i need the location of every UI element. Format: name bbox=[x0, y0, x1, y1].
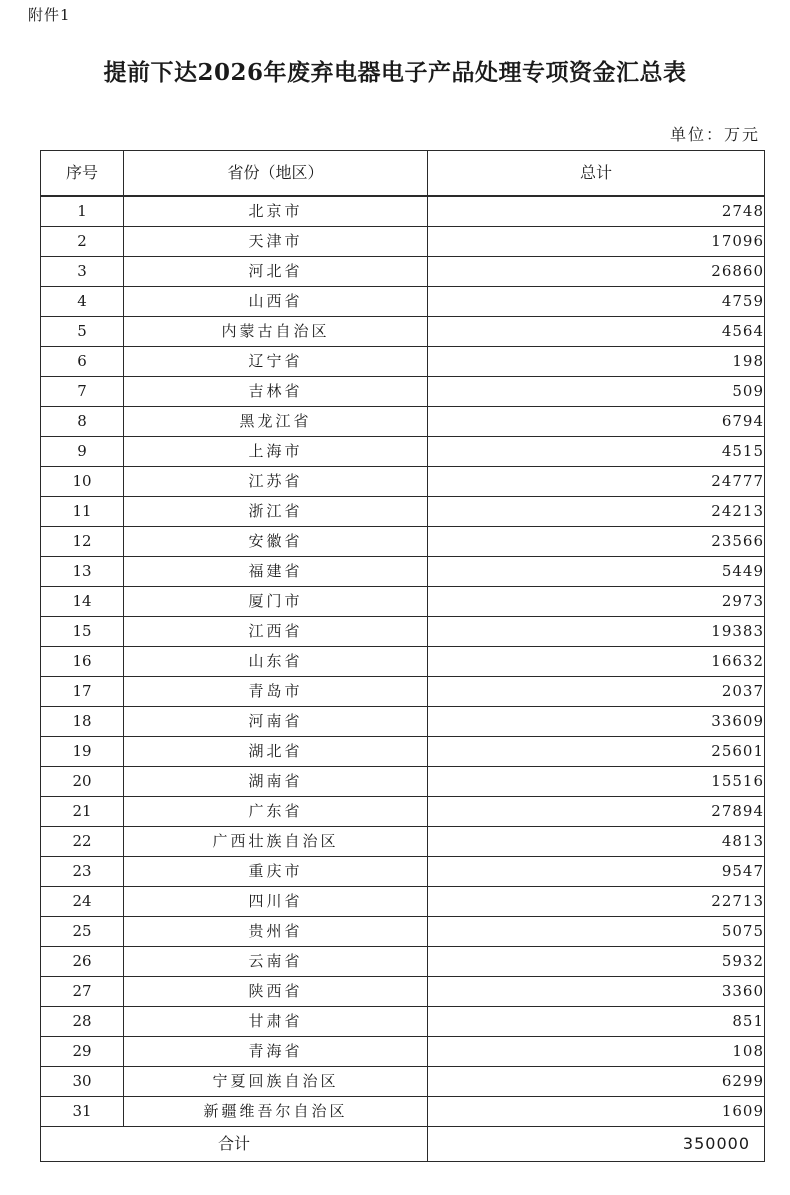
table-row bbox=[41, 737, 765, 767]
row-province: 青岛市 bbox=[124, 677, 428, 707]
row-number: 24 bbox=[41, 887, 124, 917]
row-number: 14 bbox=[41, 587, 124, 617]
row-total: 27894 bbox=[428, 797, 765, 827]
row-number: 6 bbox=[41, 347, 124, 377]
row-number: 31 bbox=[41, 1097, 124, 1127]
row-province: 湖南省 bbox=[124, 767, 428, 797]
table-row bbox=[41, 977, 765, 1007]
row-total: 24213 bbox=[428, 497, 765, 527]
table-row bbox=[41, 617, 765, 647]
table-row bbox=[41, 1097, 765, 1127]
row-number: 8 bbox=[41, 407, 124, 437]
table-row bbox=[41, 317, 765, 347]
row-total: 851 bbox=[428, 1007, 765, 1037]
row-total: 6794 bbox=[428, 407, 765, 437]
table-row bbox=[41, 347, 765, 377]
row-total: 5932 bbox=[428, 947, 765, 977]
row-number: 7 bbox=[41, 377, 124, 407]
row-total: 26860 bbox=[428, 257, 765, 287]
table-row bbox=[41, 257, 765, 287]
row-number: 29 bbox=[41, 1037, 124, 1067]
row-number: 25 bbox=[41, 917, 124, 947]
row-province: 重庆市 bbox=[124, 857, 428, 887]
row-province: 陕西省 bbox=[124, 977, 428, 1007]
row-province: 福建省 bbox=[124, 557, 428, 587]
table-row bbox=[41, 377, 765, 407]
row-province: 新疆维吾尔自治区 bbox=[124, 1097, 428, 1127]
row-total: 5449 bbox=[428, 557, 765, 587]
table-row bbox=[41, 887, 765, 917]
unit-label: 单位：万元 bbox=[669, 125, 760, 144]
row-number: 18 bbox=[41, 707, 124, 737]
table-row bbox=[41, 196, 765, 227]
funding-summary-table bbox=[40, 150, 765, 1162]
row-province: 内蒙古自治区 bbox=[124, 317, 428, 347]
header-province: 省份（地区） bbox=[124, 151, 428, 197]
row-number: 26 bbox=[41, 947, 124, 977]
row-total: 2037 bbox=[428, 677, 765, 707]
table-row bbox=[41, 437, 765, 467]
row-number: 3 bbox=[41, 257, 124, 287]
table-row bbox=[41, 1067, 765, 1097]
table-row bbox=[41, 557, 765, 587]
table-row bbox=[41, 527, 765, 557]
row-number: 28 bbox=[41, 1007, 124, 1037]
row-total: 23566 bbox=[428, 527, 765, 557]
row-province: 广东省 bbox=[124, 797, 428, 827]
row-province: 山西省 bbox=[124, 287, 428, 317]
row-total: 509 bbox=[428, 377, 765, 407]
row-number: 20 bbox=[41, 767, 124, 797]
table-row bbox=[41, 797, 765, 827]
row-province: 江西省 bbox=[124, 617, 428, 647]
table-row bbox=[41, 227, 765, 257]
grand-total-label: 合计 bbox=[41, 1127, 428, 1162]
table-row bbox=[41, 917, 765, 947]
table-row bbox=[41, 407, 765, 437]
row-province: 黑龙江省 bbox=[124, 407, 428, 437]
row-total: 25601 bbox=[428, 737, 765, 767]
row-province: 广西壮族自治区 bbox=[124, 827, 428, 857]
row-number: 17 bbox=[41, 677, 124, 707]
table-row bbox=[41, 287, 765, 317]
grand-total-value: 350000 bbox=[428, 1127, 765, 1162]
row-province: 天津市 bbox=[124, 227, 428, 257]
row-total: 17096 bbox=[428, 227, 765, 257]
row-province: 河北省 bbox=[124, 257, 428, 287]
row-total: 108 bbox=[428, 1037, 765, 1067]
row-number: 27 bbox=[41, 977, 124, 1007]
attachment-label: 附件1 bbox=[28, 6, 71, 24]
row-province: 湖北省 bbox=[124, 737, 428, 767]
row-province: 辽宁省 bbox=[124, 347, 428, 377]
row-total: 2748 bbox=[428, 196, 765, 227]
header-total: 总计 bbox=[428, 151, 765, 197]
row-number: 12 bbox=[41, 527, 124, 557]
row-number: 21 bbox=[41, 797, 124, 827]
table-body bbox=[41, 196, 765, 1162]
row-total: 3360 bbox=[428, 977, 765, 1007]
row-province: 山东省 bbox=[124, 647, 428, 677]
table-row bbox=[41, 467, 765, 497]
row-number: 23 bbox=[41, 857, 124, 887]
document-title: 提前下达2026年废弃电器电子产品处理专项资金汇总表 bbox=[103, 59, 687, 86]
table-row bbox=[41, 677, 765, 707]
row-total: 2973 bbox=[428, 587, 765, 617]
table-row bbox=[41, 827, 765, 857]
row-total: 5075 bbox=[428, 917, 765, 947]
row-province: 甘肃省 bbox=[124, 1007, 428, 1037]
row-total: 1609 bbox=[428, 1097, 765, 1127]
row-province: 青海省 bbox=[124, 1037, 428, 1067]
table-header bbox=[41, 151, 765, 197]
row-province: 云南省 bbox=[124, 947, 428, 977]
table-row bbox=[41, 947, 765, 977]
row-number: 11 bbox=[41, 497, 124, 527]
row-total: 16632 bbox=[428, 647, 765, 677]
row-province: 四川省 bbox=[124, 887, 428, 917]
table-row bbox=[41, 497, 765, 527]
row-total: 15516 bbox=[428, 767, 765, 797]
header-row bbox=[41, 151, 765, 197]
row-number: 19 bbox=[41, 737, 124, 767]
row-number: 10 bbox=[41, 467, 124, 497]
row-number: 30 bbox=[41, 1067, 124, 1097]
row-number: 5 bbox=[41, 317, 124, 347]
row-province: 贵州省 bbox=[124, 917, 428, 947]
row-total: 4759 bbox=[428, 287, 765, 317]
row-province: 浙江省 bbox=[124, 497, 428, 527]
row-total: 9547 bbox=[428, 857, 765, 887]
row-total: 4564 bbox=[428, 317, 765, 347]
row-total: 24777 bbox=[428, 467, 765, 497]
row-number: 15 bbox=[41, 617, 124, 647]
table-row bbox=[41, 587, 765, 617]
row-province: 江苏省 bbox=[124, 467, 428, 497]
table-row bbox=[41, 647, 765, 677]
row-number: 22 bbox=[41, 827, 124, 857]
row-number: 1 bbox=[41, 196, 124, 227]
row-province: 河南省 bbox=[124, 707, 428, 737]
table-row bbox=[41, 707, 765, 737]
row-number: 4 bbox=[41, 287, 124, 317]
row-total: 33609 bbox=[428, 707, 765, 737]
row-total: 4813 bbox=[428, 827, 765, 857]
row-province: 安徽省 bbox=[124, 527, 428, 557]
row-number: 2 bbox=[41, 227, 124, 257]
header-no: 序号 bbox=[41, 151, 124, 197]
row-total: 19383 bbox=[428, 617, 765, 647]
table-row bbox=[41, 767, 765, 797]
table-row bbox=[41, 857, 765, 887]
row-total: 22713 bbox=[428, 887, 765, 917]
row-number: 13 bbox=[41, 557, 124, 587]
row-number: 16 bbox=[41, 647, 124, 677]
row-province: 上海市 bbox=[124, 437, 428, 467]
table-row bbox=[41, 1037, 765, 1067]
table-row bbox=[41, 1007, 765, 1037]
row-number: 9 bbox=[41, 437, 124, 467]
row-total: 4515 bbox=[428, 437, 765, 467]
grand-total-row bbox=[41, 1127, 765, 1162]
row-province: 宁夏回族自治区 bbox=[124, 1067, 428, 1097]
row-province: 北京市 bbox=[124, 196, 428, 227]
row-total: 6299 bbox=[428, 1067, 765, 1097]
row-province: 吉林省 bbox=[124, 377, 428, 407]
row-province: 厦门市 bbox=[124, 587, 428, 617]
row-total: 198 bbox=[428, 347, 765, 377]
